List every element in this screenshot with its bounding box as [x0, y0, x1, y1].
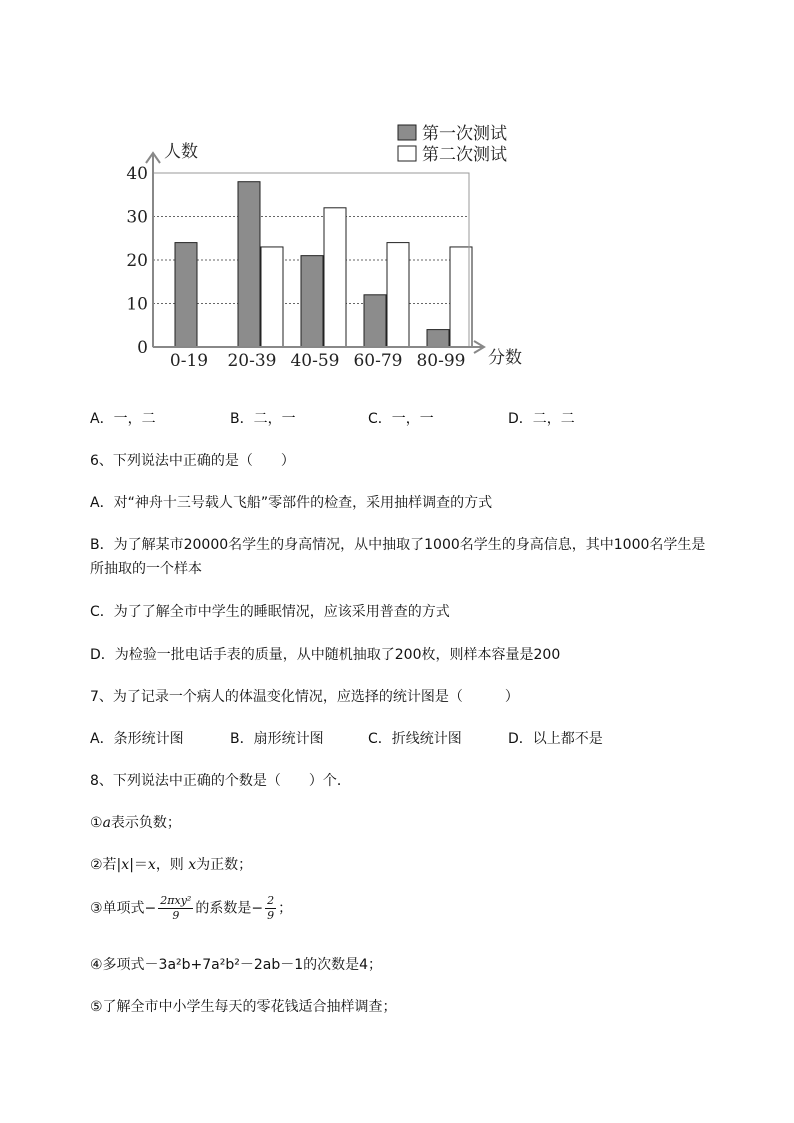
s3-prefix: ③单项式−: [90, 900, 157, 917]
q6-option-d: D．为检验一批电话手表的质量，从中随机抽取了200枚，则样本容量是200: [90, 647, 561, 663]
y-tick-label: 20: [126, 251, 148, 271]
y-tick-label: 40: [126, 164, 148, 184]
q8-statement-3: [90, 894, 292, 923]
s3-fraction-2: [265, 894, 276, 923]
legend: [398, 124, 507, 165]
q7-option-a: A．条形统计图: [90, 731, 184, 747]
s2-var-1: x: [121, 857, 130, 873]
bars: [175, 182, 472, 347]
bar-second-20-39: [261, 247, 283, 347]
q8-statement-1: [90, 812, 181, 832]
s1-text: 表示负数；: [110, 815, 181, 831]
s3-text: ；: [278, 900, 293, 917]
bar-first-0-19: [175, 243, 197, 347]
x-tick-label: 0-19: [169, 351, 209, 371]
s2-mid: |＝: [129, 857, 148, 873]
legend-label-first: 第一次测试: [422, 124, 507, 144]
q8-statement-4: ④多项式－3a²b+7a²b²－2ab－1的次数是4；: [90, 957, 383, 973]
x-tick-label: 40-59: [290, 351, 340, 371]
legend-swatch-second: [398, 146, 416, 161]
q8-statement-5: ⑤了解全市中小学生每天的零花钱适合抽样调查；: [90, 999, 397, 1015]
y-tick-label: 10: [126, 294, 148, 315]
legend-label-second: 第二次测试: [422, 145, 507, 165]
q8-statement-2: [90, 854, 252, 874]
q6-stem: 6、下列说法中正确的是（ ）: [90, 453, 295, 469]
q6-option-b-line1: B．为了解某市20000名学生的身高情况，从中抽取了1000名学生的身高信息，其中1000名学生是: [90, 537, 706, 553]
s3-frac1-numerator: 2πxy²: [160, 894, 192, 907]
q6-option-b-line2: 所抽取的一个样本: [90, 561, 202, 577]
y-tick-label: 0: [137, 338, 148, 358]
legend-swatch-first: [398, 125, 416, 140]
q7-option-b: B．扇形统计图: [230, 731, 324, 747]
y-ticks: [126, 164, 148, 358]
s3-frac1-denominator: 9: [172, 909, 180, 922]
bar-first-40-59: [301, 256, 323, 347]
x-ticks: [170, 351, 466, 371]
s2-prefix: ②若|: [90, 857, 122, 873]
s2-var-2: x: [147, 857, 156, 873]
x-tick-label: 20-39: [227, 351, 277, 371]
bar-first-80-99: [427, 330, 449, 347]
q7-option-d: D．以上都不是: [508, 731, 603, 747]
y-axis-label: 人数: [164, 142, 198, 162]
s3-mid: 的系数是−: [195, 900, 264, 917]
bar-second-40-59: [324, 208, 346, 347]
q5-option-b: B．二，一: [230, 411, 296, 427]
bar-second-60-79: [387, 243, 409, 347]
bar-first-20-39: [238, 182, 260, 347]
x-tick-label: 80-99: [416, 351, 466, 371]
q6-option-c: C．为了了解全市中学生的睡眠情况，应该采用普查的方式: [90, 604, 450, 620]
s2-then: ，则: [155, 857, 184, 873]
s2-var-3: x: [188, 857, 197, 873]
q5-option-c: C．一，一: [368, 411, 434, 427]
q5-option-a: A．一，二: [90, 411, 156, 427]
q5-option-d: D．二，二: [508, 411, 575, 427]
y-tick-label: 30: [126, 207, 148, 228]
s3-fraction-1: [158, 894, 193, 923]
s2-text: 为正数；: [196, 857, 253, 873]
s1-variable: a: [102, 815, 111, 831]
s1-marker: ①: [90, 815, 103, 831]
x-axis-label: 分数: [488, 348, 522, 368]
score-bar-chart: [120, 115, 540, 375]
q7-stem: 7、为了记录一个病人的体温变化情况，应选择的统计图是（ ）: [90, 689, 519, 705]
s3-frac2-numerator: 2: [267, 894, 275, 907]
bar-first-60-79: [364, 295, 386, 347]
q7-option-c: C．折线统计图: [368, 731, 462, 747]
x-tick-label: 60-79: [353, 351, 403, 371]
q6-option-a: A．对“神舟十三号载人飞船”零部件的检查，采用抽样调查的方式: [90, 495, 493, 511]
q8-stem: 8、下列说法中正确的个数是（ ）个．: [90, 773, 351, 789]
s3-frac2-denominator: 9: [267, 909, 275, 922]
